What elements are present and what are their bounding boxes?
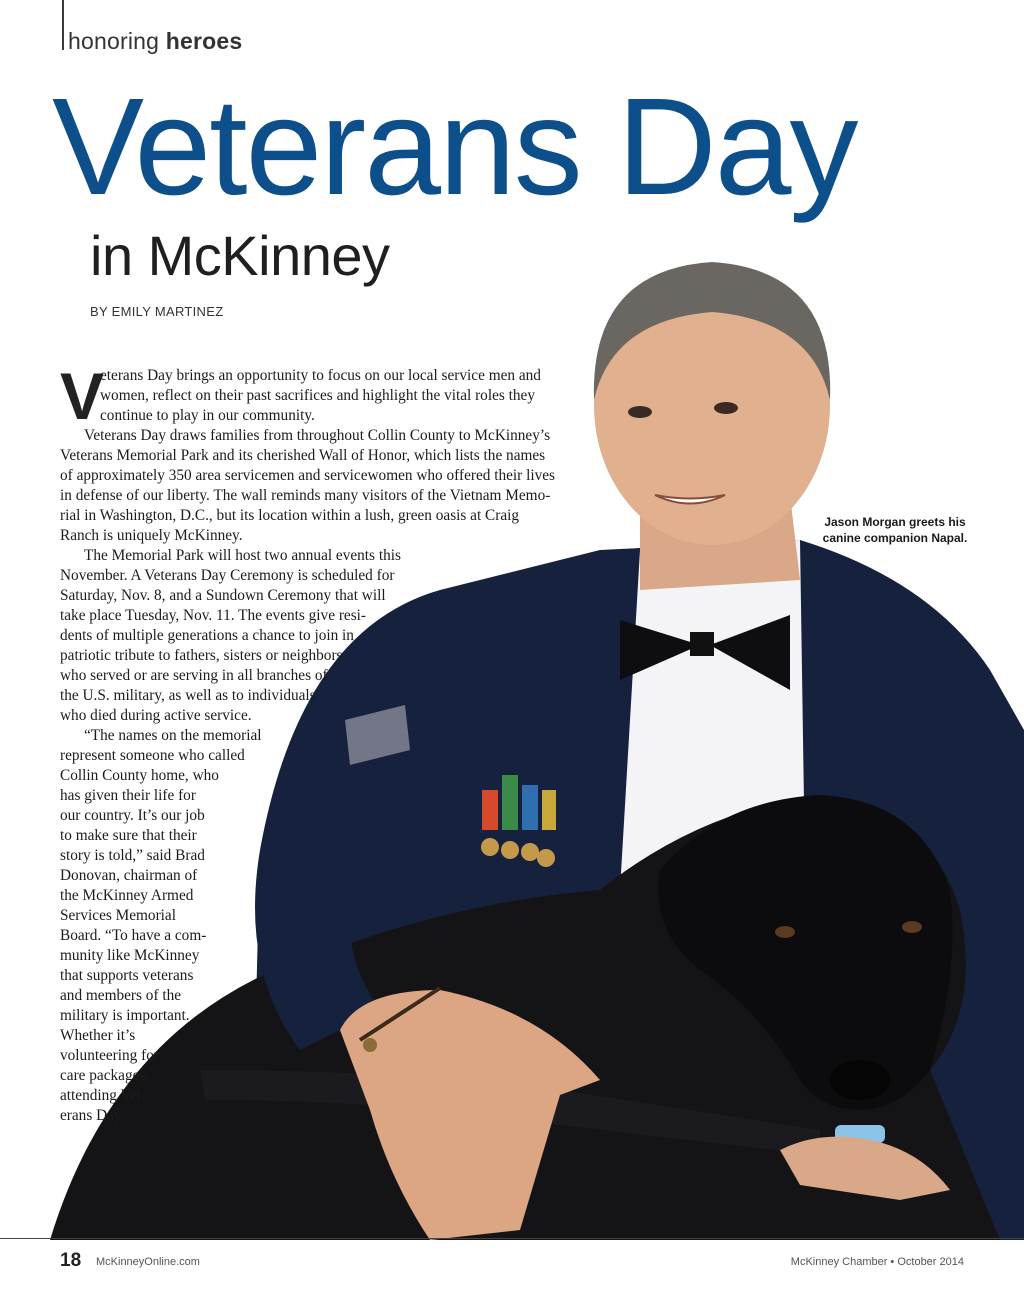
article-line: the U.S. military, as well as to individuals [60,687,316,704]
dog-left-eye [775,926,795,938]
article-line: of approximately 350 area servicemen and servicewomen who offered their lives [60,467,555,484]
page-number: 18 [60,1250,82,1271]
article-line: Ranch is uniquely McKinney. [60,527,243,544]
headline: Veterans Day [52,70,857,224]
article-line: Whether it’s [60,1027,136,1044]
article-line: that supports veterans [60,967,194,984]
article-line: to make sure that their [60,827,197,844]
bracelet-bead [363,1038,377,1052]
article-line: volunteering for [60,1047,159,1064]
article-line: Services Memorial [60,907,176,924]
article-line: the McKinney Armed [60,887,194,904]
article-line: military is important. [60,1007,190,1024]
section-label [68,28,242,55]
article-line: represent someone who called [60,747,245,764]
left-eye [628,406,652,418]
article-line: Board. “To have a com- [60,927,207,944]
article-line: women, reflect on their past sacrifices and highlight the vital roles they [100,387,535,404]
article-line: Saturday, Nov. 8, and a Sundown Ceremony that will [60,587,386,604]
article-line: in defense of our liberty. The wall reminds many visitors of the Vietnam Memo- [60,487,551,504]
article-line: care packages, [60,1067,150,1084]
article-line: eterans Day brings an opportunity to focus on our local service men and [100,367,541,384]
article-line: story is told,” said Brad [60,847,205,864]
article-line: has given their life for [60,787,196,804]
article-line: who died during active service. [60,707,252,724]
article-line: our country. It’s our job [60,807,205,824]
bow-tie-knot [690,632,714,656]
section-rule [62,0,64,50]
article-line: munity like McKinney [60,947,200,964]
article-line: Collin County home, who [60,767,219,784]
dog-nose [830,1060,890,1100]
article-line: Veterans Memorial Park and its cherished Wall of Honor, which lists the names [60,447,546,464]
article-line: take place Tuesday, Nov. 11. The events give resi- [60,607,367,624]
section-label-bold: heroes [165,28,243,54]
footer-publication: McKinney Chamber • October 2014 [790,1256,964,1268]
article-line: rial in Washington, D.C., but its location within a lush, green oasis at Craig [60,507,520,524]
byline: BY EMILY MARTINEZ [90,304,224,319]
article-line: November. A Veterans Day Ceremony is scheduled for [60,567,395,584]
right-eye [714,402,738,414]
section-label-light: honoring [68,28,160,54]
article-line: continue to play in our community. [100,407,315,424]
subheadline: in McKinney [90,224,390,287]
article-line: who served or are serving in all branches of [60,667,328,684]
photo-caption: Jason Morgan greets his canine companion Napal. [822,515,968,545]
article-line: The Memorial Park will host two annual events this [84,547,401,564]
dog-right-eye [902,921,922,933]
article-line: “The names on the memorial [84,727,262,744]
article-line: dents of multiple generations a chance to join in [60,627,354,644]
footer-rule [0,1238,1024,1239]
footer-site: McKinneyOnline.com [96,1256,200,1268]
article-line: attending Vet- [60,1087,146,1104]
article-line: patriotic tribute to fathers, sisters or neighbors [60,647,343,664]
article-line: and members of the [60,987,182,1004]
article-line: erans Day [60,1107,122,1124]
drop-cap: V [60,359,105,433]
article-line: Veterans Day draws families from throughout Collin County to McKinney’s [84,427,551,444]
article-line: Donovan, chairman of [60,867,198,884]
